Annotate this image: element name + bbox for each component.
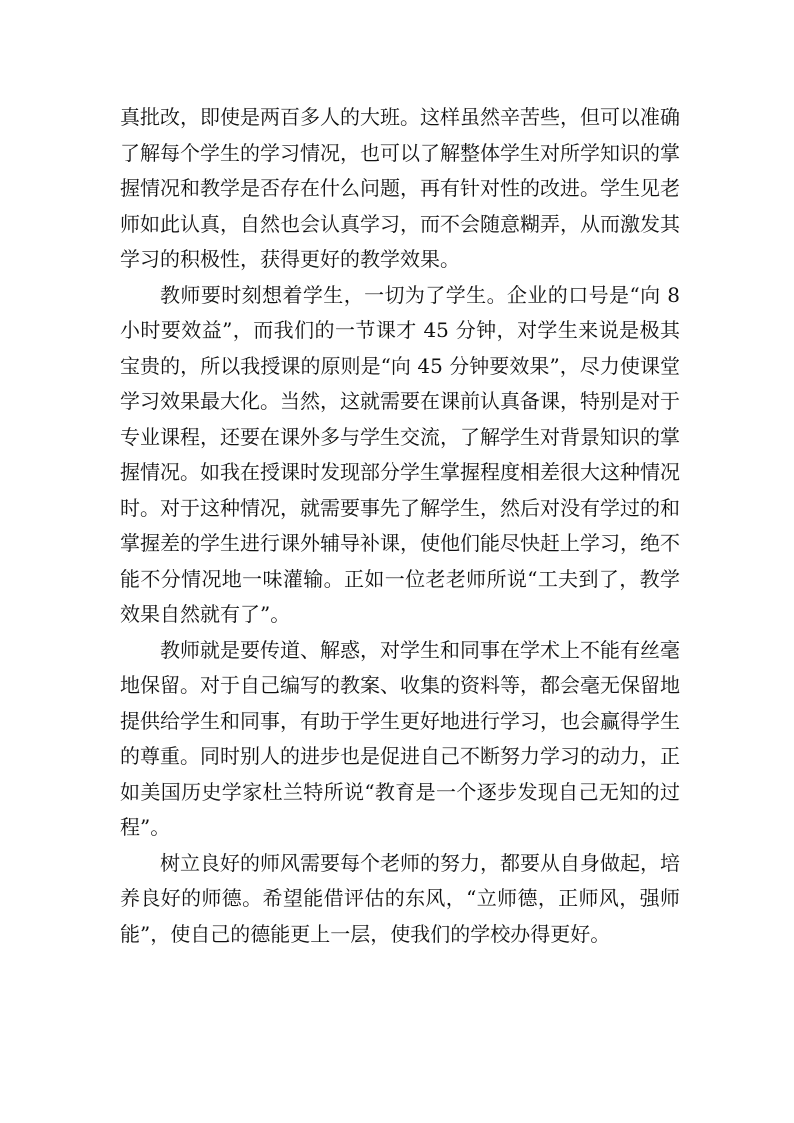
paragraph: 教师要时刻想着学生，一切为了学生。企业的口号是“向 8 小时要效益”，而我们的一节课才 45 分钟，对学生来说是极其宝贵的，所以我授课的原则是“向 45 分钟要效果”，尽力使课堂学习效果最大化。当然，这就需要在课前认真备课，特别是对于专业课程，还要在课外多与学生交流，了解学生对背景知识的掌握情况。如我在授课时发现部分学生掌握程度相差很大这种情况时。对于这种情况，就需要事先了解学生，然后对没有学过的和掌握差的学生进行课外辅导补课，使他们能尽快赶上学习，绝不能不分情况地一味灌输。正如一位老老师所说“工夫到了，教学效果自然就有了”。 [120,282,680,626]
paragraph: 教师就是要传道、解惑，对学生和同事在学术上不能有丝毫地保留。对于自己编写的教案、收集的资料等，都会毫无保留地提供给学生和同事，有助于学生更好地进行学习，也会赢得学生的尊重。同时别人的进步也是促进自己不断努力学习的动力，正如美国历史学家杜兰特所说“教育是一个逐步发现自己无知的过程”。 [120,637,680,839]
document-body [120,100,680,952]
paragraph-continued: 真批改，即使是两百多人的大班。这样虽然辛苦些，但可以准确了解每个学生的学习情况，也可以了解整体学生对所学知识的掌握情况和教学是否存在什么问题，再有针对性的改进。学生见老师如此认真，自然也会认真学习，而不会随意糊弄，从而激发其学习的积极性，获得更好的教学效果。 [120,105,680,271]
paragraph: 树立良好的师风需要每个老师的努力，都要从自身做起，培养良好的师德。希望能借评估的东风，“立师德，正师风，强师能”，使自己的德能更上一层，使我们的学校办得更好。 [120,850,680,946]
